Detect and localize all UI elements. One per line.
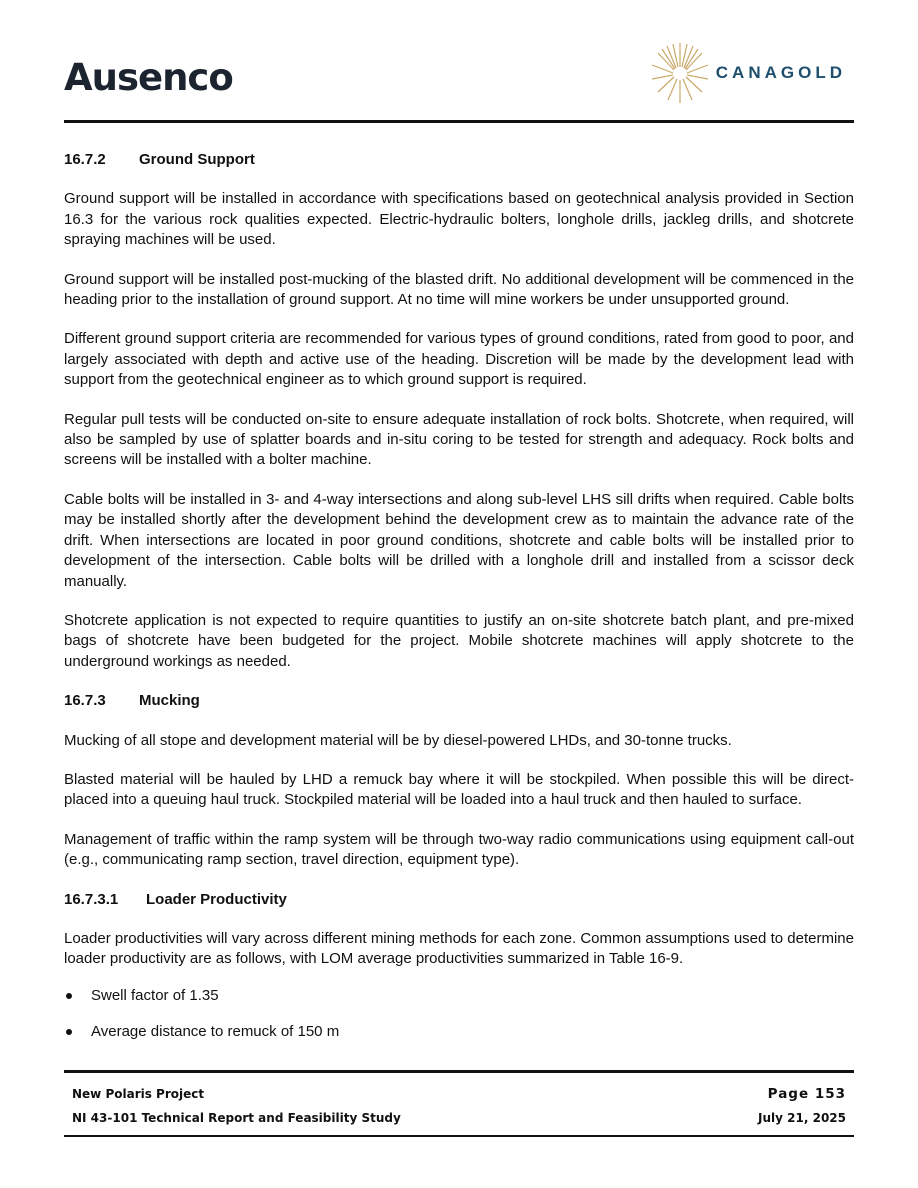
footer-end-rule [64, 1135, 854, 1137]
list-item: Swell factor of 1.35 [64, 986, 854, 1006]
section-number: 16.7.3.1 [64, 890, 119, 908]
paragraph: Ground support will be installed in accordance with specifications based on geotechnical analysis provided in Section 16.3 for the various rock qualities expected. Electric-hydraulic bolters, longhole drills, jackleg drills, and shotcrete spraying machines will be used. [64, 190, 854, 249]
section-number: 16.7.2 [64, 151, 106, 168]
section-heading-16-7-2 [64, 150, 854, 170]
paragraph: Blasted material will be hauled by LHD a remuck bay where it will be stockpiled. When possible this will be direct-placed into a queuing haul truck. Stockpiled material will be loaded into a haul truck and then hauled to surface. [64, 770, 854, 809]
bullet-list [64, 986, 854, 1043]
ausenco-logo [64, 56, 233, 99]
section-number: 16.7.3 [64, 692, 106, 710]
paragraph: Management of traffic within the ramp system will be through two-way radio communications using equipment call-out (e.g., communicating ramp section, travel direction, equipment type). [64, 830, 854, 869]
paragraph: Mucking of all stope and development material will be by diesel-powered LHDs, and 30-tonne trucks. [64, 731, 732, 749]
footer-rule [64, 1070, 854, 1073]
canagold-logo [650, 38, 846, 108]
sunburst-icon [650, 40, 710, 106]
header-rule [64, 120, 854, 123]
canagold-logo-text: CANAGOLD [715, 63, 846, 82]
paragraph: Shotcrete application is not expected to require quantities to justify an on-site shotcrete batch plant, and pre-mixed bags of shotcrete have been budgeted for the project. Mobile shotcrete machines will apply shotcrete to the underground workings as needed. [64, 611, 854, 670]
section-heading-16-7-3-1 [64, 890, 854, 910]
paragraph: Ground support will be installed post-mucking of the blasted drift. No additional development will be commenced in the heading prior to the installation of ground support. At no time will mine workers be under unsupported ground. [64, 270, 854, 309]
page-number: Page 153 [767, 1086, 846, 1102]
footer-date: July 21, 2025 [758, 1111, 846, 1125]
paragraph: Cable bolts will be installed in 3- and 4-way intersections and along sub-level LHS sill drifts when required. Cable bolts may be installed shortly after the development behind the development crew as to maintain the advance rate of the drift. When intersections are located in poor ground conditions, shotcrete and cable bolts will be installed prior to development of the intersection. Cable bolts will be drilled with a longhole drill and installed from a scissor deck manually. [64, 490, 854, 590]
list-item: Average distance to remuck of 150 m [64, 1022, 854, 1042]
page-header [64, 38, 854, 122]
section-heading-16-7-3 [64, 691, 854, 711]
page-footer [72, 1082, 846, 1130]
section-title: Ground Support [139, 151, 255, 168]
paragraph: Different ground support criteria are recommended for various types of ground conditions, rated from good to poor, and largely associated with depth and active use of the heading. Discretion will be made by the development lead with support from the geotechnical engineer as to which ground support is required. [64, 330, 854, 389]
section-title: Loader Productivity [146, 890, 287, 908]
section-title: Mucking [139, 692, 200, 710]
ausenco-logo-text: Ausenco [64, 56, 233, 99]
document-body [64, 150, 854, 1059]
paragraph: Loader productivities will vary across different mining methods for each zone. Common assumptions used to determine loader productivity are as follows, with LOM average productivities summarized in Table 16-9. [64, 929, 854, 968]
footer-report-title: NI 43-101 Technical Report and Feasibility Study [72, 1111, 401, 1125]
footer-project: New Polaris Project [72, 1087, 205, 1101]
paragraph: Regular pull tests will be conducted on-site to ensure adequate installation of rock bolts. Shotcrete, when required, will also be sampled by use of splatter boards and in-situ coring to be tested for strength and adequacy. Rock bolts and screens will be installed with a bolter machine. [64, 410, 854, 469]
